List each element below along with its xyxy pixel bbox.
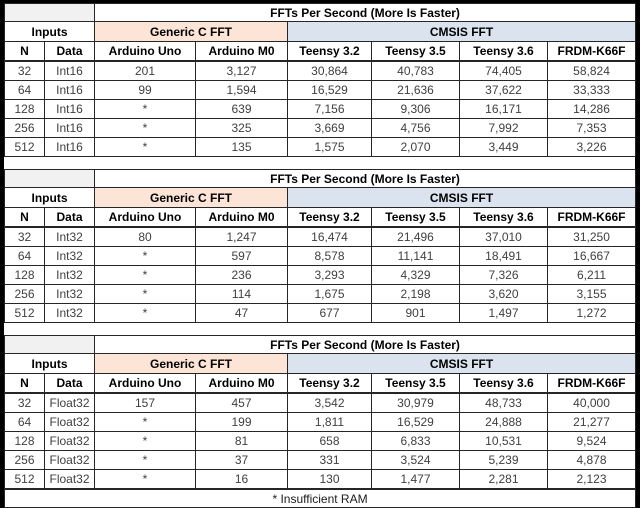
cell-value: 7,353 [548,119,636,138]
cell-value: 3,620 [460,285,548,304]
column-header-n: N [5,208,45,228]
column-header-arduino-m0: Arduino M0 [196,42,288,62]
cell-value: 10,531 [460,432,548,451]
table-row [5,138,636,157]
cell-value: 157 [95,393,196,413]
cell-value: 16,529 [372,413,460,432]
column-header-arduino-m0: Arduino M0 [196,374,288,394]
table-row [5,432,636,451]
cell-value: 31,250 [548,227,636,247]
column-group-row [5,22,636,42]
cell-value: * [95,247,196,266]
cell-value: 114 [196,285,288,304]
cell-value: 21,277 [548,413,636,432]
cell-data-type: Int32 [45,266,95,285]
cell-n: 128 [5,100,45,119]
cell-data-type: Int16 [45,138,95,157]
column-header-teensy-32: Teensy 3.2 [288,374,372,394]
cell-n: 64 [5,247,45,266]
benchmark-table-int16 [4,3,636,157]
cell-value: 80 [95,227,196,247]
cell-value: 1,675 [288,285,372,304]
column-header-data: Data [45,374,95,394]
cell-value: 639 [196,100,288,119]
cell-value: 6,833 [372,432,460,451]
cell-value: 37,622 [460,81,548,100]
table-title-row [5,4,636,22]
cell-n: 64 [5,413,45,432]
column-header-arduino-m0: Arduino M0 [196,208,288,228]
table-row [5,119,636,138]
column-header-teensy-36: Teensy 3.6 [460,374,548,394]
cell-data-type: Int32 [45,247,95,266]
cell-value: 6,211 [548,266,636,285]
cell-value: 3,293 [288,266,372,285]
cell-value: 8,578 [288,247,372,266]
column-header-n: N [5,42,45,62]
table-row [5,451,636,470]
cell-value: 7,326 [460,266,548,285]
cell-value: 1,272 [548,304,636,323]
cell-value: * [95,451,196,470]
table-title: FFTs Per Second (More Is Faster) [95,170,636,188]
column-header-teensy-32: Teensy 3.2 [288,208,372,228]
cell-data-type: Int16 [45,100,95,119]
cell-value: 48,733 [460,393,548,413]
cell-value: 11,141 [372,247,460,266]
cell-value: 9,524 [548,432,636,451]
cell-value: 4,329 [372,266,460,285]
cell-data-type: Int16 [45,81,95,100]
cell-value: 1,497 [460,304,548,323]
cell-n: 512 [5,304,45,323]
table-row [5,227,636,247]
cell-value: 3,127 [196,61,288,81]
cell-value: 9,306 [372,100,460,119]
cell-value: 24,888 [460,413,548,432]
cell-value: 16,474 [288,227,372,247]
column-header-n: N [5,374,45,394]
corner-cell [5,170,95,188]
cell-data-type: Int16 [45,61,95,81]
cell-data-type: Int32 [45,227,95,247]
cell-value: 18,491 [460,247,548,266]
cell-value: 7,156 [288,100,372,119]
cell-value: 81 [196,432,288,451]
column-header-teensy-36: Teensy 3.6 [460,208,548,228]
cell-value: * [95,266,196,285]
cell-n: 128 [5,432,45,451]
cell-value: 7,992 [460,119,548,138]
column-group-row [5,188,636,208]
cell-value: 597 [196,247,288,266]
column-header-teensy-36: Teensy 3.6 [460,42,548,62]
cell-data-type: Int16 [45,119,95,138]
column-header-teensy-32: Teensy 3.2 [288,42,372,62]
cell-value: 4,756 [372,119,460,138]
cmsis-fft-group-header: CMSIS FFT [288,188,636,208]
cell-value: 37 [196,451,288,470]
cell-value: 47 [196,304,288,323]
cell-value: 21,496 [372,227,460,247]
cell-value: * [95,432,196,451]
column-header-frdm-k66f: FRDM-K66F [548,208,636,228]
table-row [5,413,636,432]
column-header-arduino-uno: Arduino Uno [95,42,196,62]
cell-value: 16,667 [548,247,636,266]
cell-value: 2,281 [460,470,548,490]
column-header-teensy-35: Teensy 3.5 [372,208,460,228]
cell-n: 512 [5,470,45,490]
cell-value: 16 [196,470,288,490]
table-row [5,470,636,490]
corner-cell [5,336,95,354]
inputs-group-header: Inputs [5,22,95,42]
cell-value: 16,529 [288,81,372,100]
cell-data-type: Float32 [45,451,95,470]
footnote-row [5,489,636,508]
column-header-frdm-k66f: FRDM-K66F [548,374,636,394]
column-header-row [5,42,636,62]
insufficient-ram-footnote: * Insufficient RAM [5,489,636,508]
generic-c-fft-group-header: Generic C FFT [95,188,288,208]
cell-n: 32 [5,61,45,81]
cell-data-type: Float32 [45,432,95,451]
cell-n: 256 [5,119,45,138]
cell-value: * [95,285,196,304]
column-header-arduino-uno: Arduino Uno [95,208,196,228]
cell-n: 32 [5,393,45,413]
table-row [5,247,636,266]
cell-value: 3,524 [372,451,460,470]
table-title: FFTs Per Second (More Is Faster) [95,4,636,22]
cell-value: 331 [288,451,372,470]
cell-value: 21,636 [372,81,460,100]
column-header-row [5,374,636,394]
cell-value: 658 [288,432,372,451]
table-row [5,285,636,304]
column-header-data: Data [45,208,95,228]
cell-value: 3,542 [288,393,372,413]
cell-value: 30,864 [288,61,372,81]
inputs-group-header: Inputs [5,354,95,374]
cell-value: 130 [288,470,372,490]
benchmark-table-float32 [4,335,636,508]
cell-value: 2,123 [548,470,636,490]
cell-value: 99 [95,81,196,100]
cell-value: 677 [288,304,372,323]
cell-value: 2,198 [372,285,460,304]
table-title-row [5,170,636,188]
generic-c-fft-group-header: Generic C FFT [95,22,288,42]
cell-value: 37,010 [460,227,548,247]
cell-value: 1,247 [196,227,288,247]
cell-value: 201 [95,61,196,81]
inputs-group-header: Inputs [5,188,95,208]
cell-value: 199 [196,413,288,432]
cell-value: * [95,119,196,138]
cell-value: * [95,304,196,323]
cell-value: 3,669 [288,119,372,138]
cell-value: 40,783 [372,61,460,81]
table-row [5,81,636,100]
cell-n: 64 [5,81,45,100]
column-header-row [5,208,636,228]
cell-value: 3,449 [460,138,548,157]
cell-value: 74,405 [460,61,548,81]
table-row [5,393,636,413]
cell-value: 3,155 [548,285,636,304]
table-row [5,100,636,119]
cell-value: 58,824 [548,61,636,81]
cell-value: 135 [196,138,288,157]
cell-value: 1,477 [372,470,460,490]
column-header-data: Data [45,42,95,62]
spreadsheet-area [4,3,635,506]
cell-value: 1,575 [288,138,372,157]
column-header-frdm-k66f: FRDM-K66F [548,42,636,62]
cmsis-fft-group-header: CMSIS FFT [288,354,636,374]
cell-value: 3,226 [548,138,636,157]
cell-n: 256 [5,285,45,304]
cell-value: * [95,138,196,157]
cell-value: 4,878 [548,451,636,470]
cell-data-type: Int32 [45,285,95,304]
cell-value: * [95,413,196,432]
table-row [5,61,636,81]
cell-value: * [95,100,196,119]
cell-value: 5,239 [460,451,548,470]
cell-n: 512 [5,138,45,157]
column-header-teensy-35: Teensy 3.5 [372,374,460,394]
cell-value: 33,333 [548,81,636,100]
cell-value: 40,000 [548,393,636,413]
cell-value: * [95,470,196,490]
column-group-row [5,354,636,374]
cell-value: 16,171 [460,100,548,119]
cell-data-type: Float32 [45,413,95,432]
generic-c-fft-group-header: Generic C FFT [95,354,288,374]
benchmark-table-int32 [4,169,636,323]
cell-data-type: Int32 [45,304,95,323]
cell-value: 457 [196,393,288,413]
cell-value: 325 [196,119,288,138]
corner-cell [5,4,95,22]
table-title: FFTs Per Second (More Is Faster) [95,336,636,354]
cell-n: 256 [5,451,45,470]
cell-data-type: Float32 [45,470,95,490]
cell-value: 2,070 [372,138,460,157]
cell-value: 30,979 [372,393,460,413]
table-row [5,304,636,323]
cmsis-fft-group-header: CMSIS FFT [288,22,636,42]
cell-n: 128 [5,266,45,285]
cell-value: 14,286 [548,100,636,119]
cell-value: 236 [196,266,288,285]
cell-data-type: Float32 [45,393,95,413]
table-row [5,266,636,285]
column-header-teensy-35: Teensy 3.5 [372,42,460,62]
cell-n: 32 [5,227,45,247]
table-title-row [5,336,636,354]
cell-value: 1,811 [288,413,372,432]
cell-value: 1,594 [196,81,288,100]
column-header-arduino-uno: Arduino Uno [95,374,196,394]
cell-value: 901 [372,304,460,323]
